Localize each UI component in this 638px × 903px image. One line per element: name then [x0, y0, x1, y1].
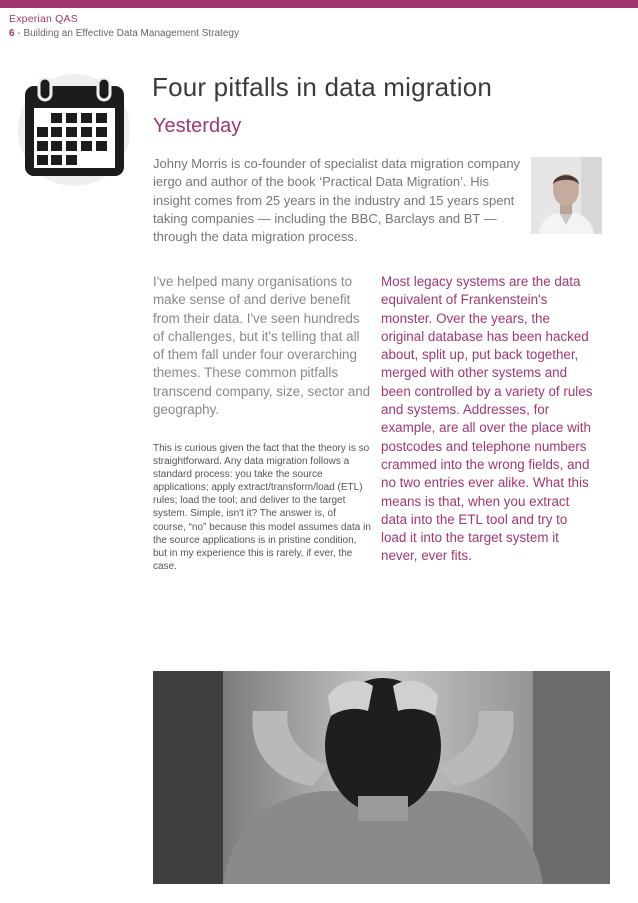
right-column-paragraph: Most legacy systems are the data equivalent of Frankenstein's monster. Over the years, the original database has been hacked about, split up, put back together, merged with other systems and been controlled by a variety of rules and systems. Addresses, for example, are all over the place with postcodes and telephone numbers crammed into the wrong fields, and no two entries ever alike. What this means is that, when you extract data into the ETL tool and try to load it into the target system it never, ever fits.	[381, 274, 593, 564]
document-subtitle	[9, 28, 239, 39]
brand-name: Experian QAS	[9, 13, 78, 25]
page-number: 6	[9, 28, 15, 39]
author-intro: Johny Morris is co-founder of specialist data migration company iergo and author of the book ‘Practical Data Migration’. His insight comes from 25 years in the industry and 15 years spent taking companies — including the BBC, Barclays and BT — through the data migration process.	[153, 156, 521, 245]
author-photo	[531, 157, 602, 234]
top-accent-bar	[0, 0, 638, 8]
frustrated-man-photo	[153, 671, 610, 884]
left-column-paragraph: I've helped many organisations to make sense of and derive benefit from their data. I've seen hundreds of challenges, but it's telling that all of them fall under four overarching themes. These common pitfalls transcend company, size, sector and geography.	[153, 274, 371, 418]
document-title: - Building an Effective Data Management Strategy	[14, 28, 239, 39]
page-header	[9, 13, 239, 39]
article-title: Four pitfalls in data migration	[152, 72, 493, 102]
left-column-detail: This is curious given the fact that the theory is so straightforward. Any data migration follows a standard process: you take the source applications; apply extract/transform/load (ETL) rules; load the tool; and deliver to the target system. Simple, isn't it? The answer is, of course, “no” because this model assumes data in the source applications is in pristine condition, but in my experience this is rarely, if ever, the case.	[153, 443, 371, 572]
section-heading: Yesterday	[153, 115, 242, 137]
calendar-icon	[23, 78, 126, 179]
